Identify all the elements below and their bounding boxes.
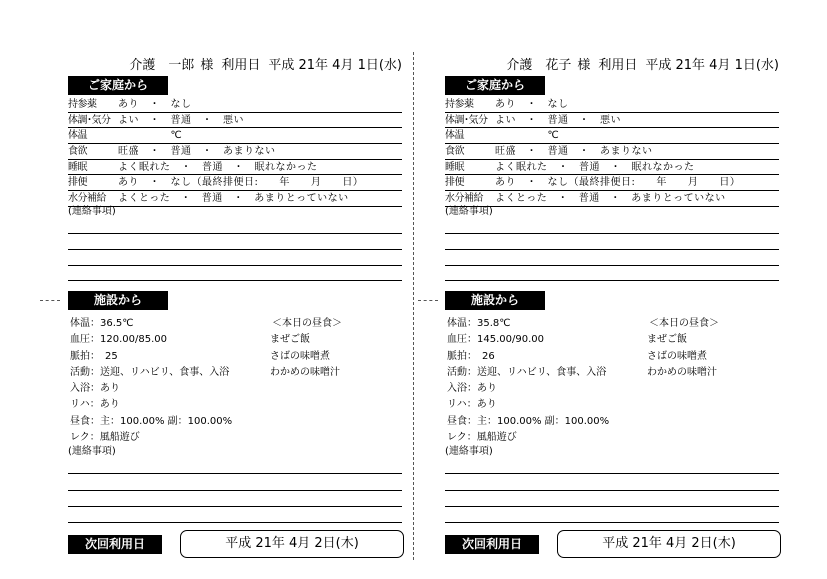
report-item: 昼食：主：100.00% 副：100.00% [447, 415, 610, 427]
report-item: レク：風船遊び [70, 432, 140, 444]
note-line [68, 233, 402, 234]
lunch-title: ＜本日の昼食＞ [272, 318, 342, 329]
cut-line-vertical [413, 52, 414, 560]
note-line [445, 490, 779, 491]
report-item: 血圧：145.00/90.00 [447, 334, 544, 346]
visit-date: 平成 21年 4月 1日(水) [645, 58, 779, 73]
contact-slip [68, 0, 404, 579]
home-notes-label: (連絡事項) [445, 206, 493, 217]
home-notes-label: (連絡事項) [68, 206, 116, 217]
from-home-heading: ご家庭から [68, 76, 168, 95]
facility-report [70, 316, 232, 446]
form-value: よい ・ 普通 ・ 悪い [118, 114, 244, 126]
user-name: 介護 一郎 [129, 58, 195, 73]
form-value: ℃ [495, 130, 560, 142]
note-line [68, 280, 402, 281]
form-value: よくとった ・ 普通 ・ あまりとっていない [118, 193, 349, 205]
lunch-item: まぜご飯 [270, 334, 310, 346]
form-row [68, 144, 402, 160]
contact-slip [445, 0, 781, 579]
report-item: 入浴：あり [447, 383, 497, 395]
report-item: 体温：35.8℃ [447, 318, 511, 329]
form-row [68, 113, 402, 129]
note-line [68, 265, 402, 266]
report-item: レク：風船遊び [447, 432, 517, 444]
note-line [445, 249, 779, 250]
user-name: 介護 花子 [506, 58, 572, 73]
note-line [445, 280, 779, 281]
facility-notes-label: (連絡事項) [68, 446, 116, 457]
report-item: リハ：あり [447, 399, 497, 411]
form-value: あり ・ なし（最終排便日: 年 月 日） [118, 177, 364, 189]
form-label: 睡眠 [68, 161, 87, 173]
date-label: 利用日 [598, 58, 638, 73]
lunch-menu [270, 316, 342, 381]
form-label: 排便 [445, 177, 464, 189]
next-visit-date: 平成 21年 4月 2日(木) [180, 530, 404, 558]
lunch-item: まぜご飯 [647, 334, 687, 346]
form-value: あり ・ なし [118, 99, 192, 110]
report-item: 昼食：主：100.00% 副：100.00% [70, 415, 233, 427]
form-row [68, 160, 402, 176]
next-visit-label: 次回利用日 [68, 535, 162, 554]
form-label: 食欲 [68, 146, 87, 158]
form-label: 体温 [68, 130, 87, 142]
form-label: 体調･気分 [445, 114, 488, 126]
slip-header [68, 54, 402, 73]
note-line [68, 473, 402, 474]
home-form [445, 97, 779, 207]
form-value: よくとった ・ 普通 ・ あまりとっていない [495, 193, 726, 205]
form-row [68, 191, 402, 207]
from-facility-heading: 施設から [68, 291, 168, 310]
note-line [445, 522, 779, 523]
form-row [445, 175, 779, 191]
form-row [445, 97, 779, 113]
form-row [68, 175, 402, 191]
form-label: 持参薬 [445, 99, 474, 110]
honorific: 様 [577, 58, 591, 73]
form-label: 持参薬 [68, 99, 97, 110]
lunch-item: さばの味噌煮 [270, 350, 330, 362]
form-value: あり ・ なし [495, 99, 569, 110]
home-form [68, 97, 402, 207]
form-row [445, 128, 779, 144]
note-line [68, 249, 402, 250]
form-label: 水分補給 [68, 193, 106, 205]
honorific: 様 [200, 58, 214, 73]
lunch-item: わかめの味噌汁 [647, 366, 717, 378]
note-line [445, 473, 779, 474]
lunch-item: さばの味噌煮 [647, 350, 707, 362]
form-label: 体温 [445, 130, 464, 142]
form-row [445, 191, 779, 207]
fold-mark-left [40, 300, 60, 301]
note-line [68, 490, 402, 491]
note-line [68, 522, 402, 523]
note-line [68, 506, 402, 507]
form-row [445, 160, 779, 176]
next-visit-label: 次回利用日 [445, 535, 539, 554]
visit-date: 平成 21年 4月 1日(水) [268, 58, 402, 73]
note-line [445, 506, 779, 507]
form-label: 食欲 [445, 146, 464, 158]
form-row [445, 144, 779, 160]
form-value: よく眠れた ・ 普通 ・ 眠れなかった [495, 161, 695, 173]
date-label: 利用日 [221, 58, 261, 73]
facility-notes-label: (連絡事項) [445, 446, 493, 457]
lunch-item: わかめの味噌汁 [270, 366, 340, 378]
report-item: リハ：あり [70, 399, 120, 411]
form-label: 排便 [68, 177, 87, 189]
form-row [445, 113, 779, 129]
lunch-title: ＜本日の昼食＞ [649, 318, 719, 329]
form-value: よい ・ 普通 ・ 悪い [495, 114, 621, 126]
form-label: 体調･気分 [68, 114, 111, 126]
report-item: 活動：送迎、リハビリ、食事、入浴 [70, 366, 230, 378]
form-row [68, 128, 402, 144]
form-row [68, 97, 402, 113]
slip-header [445, 54, 779, 73]
from-facility-heading: 施設から [445, 291, 545, 310]
form-value: 旺盛 ・ 普通 ・ あまりない [118, 146, 276, 158]
report-item: 血圧：120.00/85.00 [70, 334, 167, 346]
form-label: 睡眠 [445, 161, 464, 173]
next-visit-date: 平成 21年 4月 2日(木) [557, 530, 781, 558]
report-item: 脈拍： 26 [447, 350, 495, 362]
fold-mark-right [418, 300, 438, 301]
facility-report [447, 316, 609, 446]
note-line [445, 233, 779, 234]
note-line [445, 265, 779, 266]
form-label: 水分補給 [445, 193, 483, 205]
form-value: ℃ [118, 130, 183, 142]
report-item: 体温：36.5℃ [70, 318, 134, 329]
report-item: 脈拍： 25 [70, 350, 118, 362]
form-value: 旺盛 ・ 普通 ・ あまりない [495, 146, 653, 158]
lunch-menu [647, 316, 719, 381]
report-item: 活動：送迎、リハビリ、食事、入浴 [447, 366, 607, 378]
form-value: よく眠れた ・ 普通 ・ 眠れなかった [118, 161, 318, 173]
form-value: あり ・ なし（最終排便日: 年 月 日） [495, 177, 741, 189]
from-home-heading: ご家庭から [445, 76, 545, 95]
report-item: 入浴：あり [70, 383, 120, 395]
